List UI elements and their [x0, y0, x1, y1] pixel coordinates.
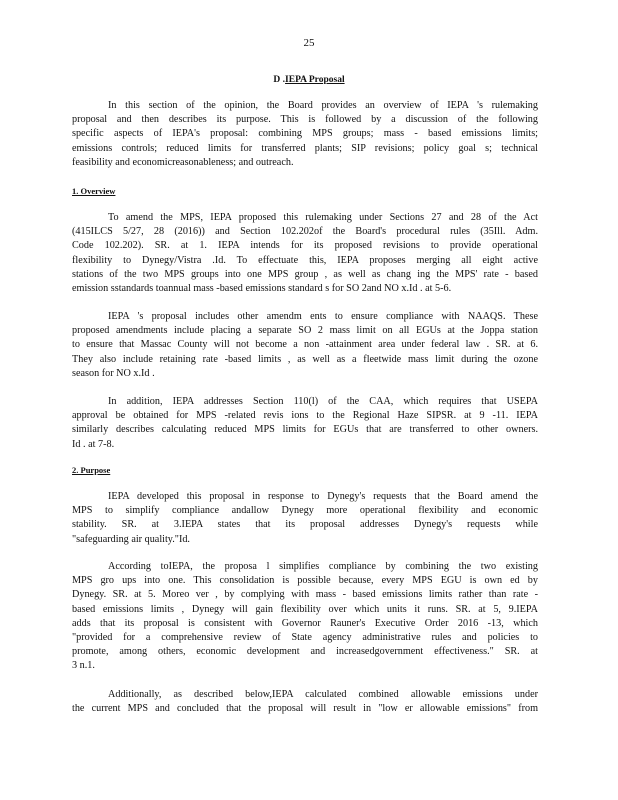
text-line: IEPA developed this proposal in response to Dynegy's requests that the Board amend the	[108, 491, 538, 502]
text-line: (415ILCS 5/27, 28 (2016)) and Section 102.202of the Board's procedural rules (35Ill. Adm.	[72, 226, 538, 238]
text-line: They also include retaining rate -based limits , as well as a fleetwide mass limit during the ozone	[72, 353, 538, 365]
text-line: flexibility to Dynegy/Vistra .Id. To effectuate this, IEPA proposes merging all eight active	[72, 254, 538, 266]
text-line: IEPA 's proposal includes other amendm ents to ensure compliance with NAAQS. These	[108, 311, 538, 322]
intro-paragraph	[72, 99, 538, 170]
text-line: emissions controls; reduced limits for transferred plants; SIP revisions; policy goal s; technical	[72, 142, 538, 154]
purpose-paragraph-2	[72, 560, 538, 674]
purpose-paragraph-1	[72, 490, 538, 547]
text-line: Id . at 7-8.	[72, 438, 115, 450]
page-number: 25	[303, 37, 315, 49]
text-line: "safeguarding air quality."Id.	[72, 533, 190, 545]
text-line: In this section of the opinion, the Board provides an overview of IEPA 's rulemaking	[108, 100, 538, 111]
section-title: IEPA Proposal	[285, 75, 345, 85]
text-line: promote, among others, economic development and increasedgovernment effectiveness." SR. at	[72, 646, 538, 658]
text-line: 3 n.1.	[72, 660, 95, 672]
text-line: MPS to simplify compliance andallow Dynegy more operational flexibility and economic	[72, 505, 538, 517]
purpose-paragraph-3	[72, 688, 538, 716]
overview-paragraph-1	[72, 211, 538, 296]
text-line: feasibility and economicreasonableness; and outreach.	[72, 156, 294, 168]
text-line: proposal and then describes its purpose. This is followed by a discussion of the following	[72, 114, 538, 126]
section-letter: D .	[273, 75, 286, 85]
text-line: stations of the two MPS groups into one MPS group , as well as chang ing the MPS' rate - based	[72, 268, 538, 280]
overview-paragraph-3	[72, 395, 538, 452]
section-heading	[0, 75, 618, 85]
text-line: stability. SR. at 3.IEPA states that its proposal addresses Dynegy's requests while	[72, 519, 538, 531]
text-line: approval be obtained for MPS -related revis ions to the Regional Haze SIPSR. at 9 -11. IEPA	[72, 410, 538, 422]
text-line: emission sstandards toannual mass -based emissions standard s for SO 2and NO x.Id . at 5-6.	[72, 283, 452, 295]
text-line: Code 102.202). SR. at 1. IEPA intends for its proposed revisions to provide operational	[72, 240, 538, 252]
text-line: "provided for a comprehensive review of State agency administrative rules and policies to	[72, 632, 538, 644]
text-line: Dynegy. SR. at 5. Moreo ver , by complying with mass - based emissions limits rather than rate -	[72, 589, 538, 601]
overview-paragraph-2	[72, 310, 538, 381]
text-line: According toIEPA, the proposa l simplifies compliance by combining the two existing	[108, 561, 538, 572]
text-line: adds that its proposal is consistent with Governor Rauner's Executive Order 2016 -13, which	[72, 617, 538, 629]
subheading-purpose: 2. Purpose	[72, 465, 111, 475]
text-line: To amend the MPS, IEPA proposed this rulemaking under Sections 27 and 28 of the Act	[108, 212, 538, 223]
text-line: based emissions limits , Dynegy will gain flexibility over which units it runs. SR. at 5, 9.IEPA	[72, 603, 538, 615]
text-line: Additionally, as described below,IEPA calculated combined allowable emissions under	[108, 689, 538, 700]
subheading-overview: 1. Overview	[72, 186, 116, 196]
text-line: proposed amendments include placing a separate SO 2 mass limit on all EGUs at the Joppa station	[72, 325, 538, 337]
text-line: season for NO x.Id .	[72, 367, 155, 379]
text-line: to ensure that Massac County will not become a non -attainment area under federal law . SR. at 6.	[72, 339, 538, 351]
text-line: In addition, IEPA addresses Section 110(l) of the CAA, which requires that USEPA	[108, 396, 538, 407]
text-line: the current MPS and concluded that the proposal will result in "low er allowable emissions" from	[72, 703, 538, 715]
text-line: MPS gro ups into one. This consolidation is possible because, every MPS EGU is own ed by	[72, 575, 538, 587]
text-line: similarly describes calculating reduced MPS limits for EGUs that are transferred to other owners.	[72, 424, 538, 436]
text-line: specific aspects of IEPA's proposal: combining MPS groups; mass - based emissions limits;	[72, 128, 538, 140]
